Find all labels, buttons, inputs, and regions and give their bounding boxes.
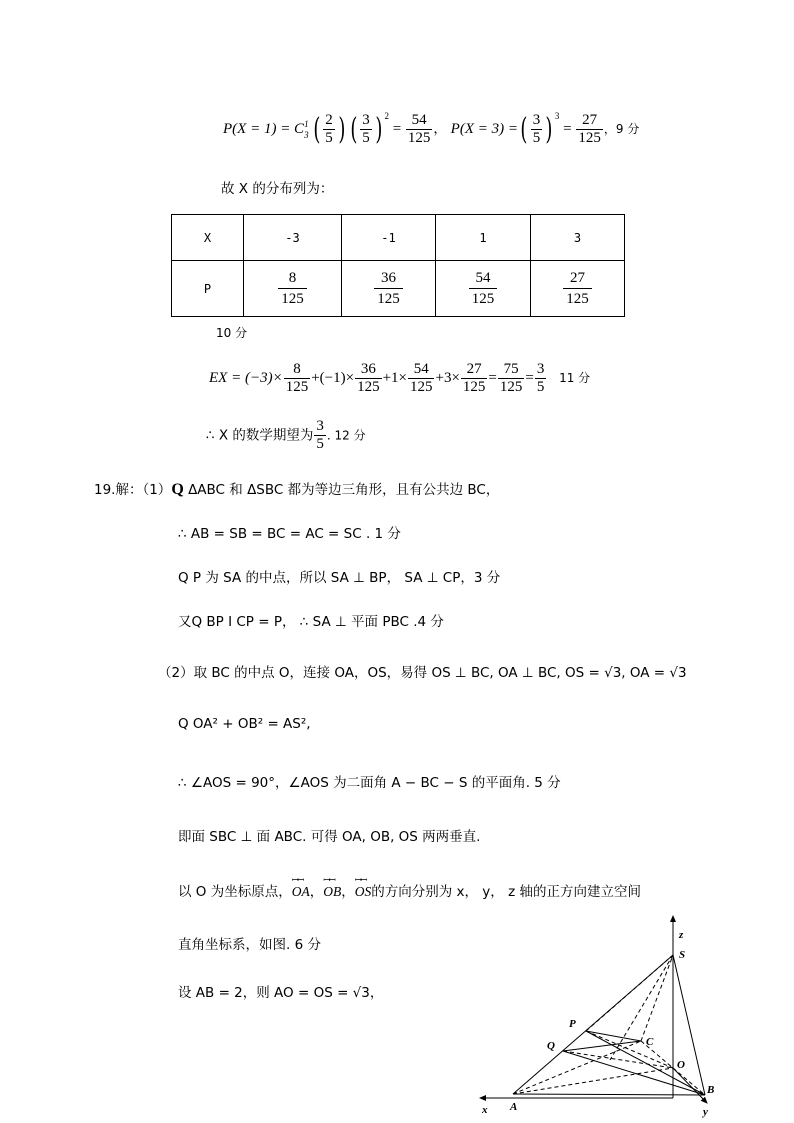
label-p: P <box>569 1018 576 1030</box>
score-9: ，9 分 <box>603 122 640 136</box>
table-row <box>172 215 625 261</box>
q19-line1: 19.解：（1）Q ΔABC 和 ΔSBC 都为等边三角形，且有公共边 BC， <box>94 481 500 498</box>
edge-cs <box>641 955 673 1041</box>
vector-ob: ꟷꟷ OB <box>323 884 341 900</box>
q19-line9: 直角坐标系，如图. 6 分 <box>178 937 321 953</box>
distribution-intro: 故 X 的分布列为： <box>221 181 334 197</box>
table-cell: X <box>172 215 244 261</box>
edge-qc <box>563 1041 641 1051</box>
hidden-edges <box>513 955 705 1095</box>
y-axis <box>673 1068 707 1103</box>
q19-line5: Q OA² + OB² = AS², <box>178 716 311 732</box>
score-10: 10 分 <box>216 326 248 340</box>
edge-sb <box>673 955 705 1095</box>
tetrahedron-coordinate-figure <box>470 910 750 1120</box>
prob-fraction: $\frac{27}{125}$ <box>563 268 592 309</box>
prob-fraction: $\frac{54}{125}$ <box>469 268 498 309</box>
frac-3-5: $\frac{3}{5}$ <box>362 112 370 147</box>
label-y: y <box>703 1106 708 1118</box>
probability-formula-line: P(X = 1) = C 1 3 ( $\frac{2}{5}$ ) ( $\frac{3}{5}$ ) $^2$ = $\frac{54}{125}$ ， P(X = 3) =( $\frac{3}{5}$ ) $^3$ = $\frac{27}{125}$ ，9 分 <box>223 111 640 147</box>
edge-qb <box>563 1051 705 1095</box>
prob-fraction: $\frac{36}{125}$ <box>374 268 403 309</box>
edge-qo <box>563 1051 673 1068</box>
table-cell <box>436 261 531 317</box>
table-cell: 3 <box>531 215 625 261</box>
table-cell: -1 <box>342 215 436 261</box>
table-row <box>172 261 625 317</box>
table-cell <box>342 261 436 317</box>
table-cell: -3 <box>244 215 342 261</box>
comb-sub: 3 <box>304 129 309 140</box>
table-cell: P <box>172 261 244 317</box>
label-s: S <box>679 949 686 961</box>
p-x3-lhs: P(X = 3) = <box>450 121 518 137</box>
exp-2: 2 <box>384 111 389 121</box>
exp-3: 3 <box>554 111 560 121</box>
frac-3-5-b: $\frac{3}{5}$ <box>532 112 541 147</box>
table-cell <box>244 261 342 317</box>
vector-oa: ꟷꟷ OA <box>292 884 310 900</box>
q19-part2: （2）取 BC 的中点 O，连接 OA，OS，易得 OS ⊥ BC, OA ⊥ BC, OS = √3, OA = √3 <box>158 665 687 681</box>
score-11: 11 分 <box>559 370 591 385</box>
label-c: C <box>646 1036 654 1048</box>
label-q: Q <box>547 1040 555 1052</box>
p-x1-lhs: P(X = 1) = C <box>223 121 305 137</box>
edge-ps <box>586 955 673 1031</box>
score-12: . 12 分 <box>326 428 366 443</box>
frac-2-5: $\frac{2}{5}$ <box>325 112 333 147</box>
comb-sup: 1 <box>304 118 309 129</box>
frac-27-125: $\frac{27}{125}$ <box>578 112 601 147</box>
q19-line6: ∴ ∠AOS = 90°，∠AOS 为二面角 A − BC − S 的平面角. 5 分 <box>178 775 561 791</box>
q19-line8: 以 O 为坐标原点，ꟷꟷ OA，ꟷꟷ OB，ꟷꟷ OS的方向分别为 x， y， z 轴的正方向建立空间 <box>178 880 641 900</box>
expectation-formula: EX = (−3)× $\frac{8}{125}$ +(−1)× $\frac{36}{125}$ +1× $\frac{54}{125}$ +3× $\frac{27}{125}$ = $\frac{75}{125}$ = $\frac{3}{5}$ 11 分 <box>209 361 591 395</box>
q19-line2: ∴ AB = SB = BC = AC = SC . 1 分 <box>178 526 401 542</box>
edge-ao <box>513 1068 673 1094</box>
q19-line10: 设 AB = 2，则 AO = OS = √3， <box>178 985 384 1001</box>
q19-line4: 又Q BP I CP = P， ∴ SA ⊥ 平面 PBC .4 分 <box>178 614 444 630</box>
label-z: z <box>679 929 684 941</box>
q19-line7: 即面 SBC ⊥ 面 ABC. 可得 OA, OB, OS 两两垂直. <box>178 829 481 845</box>
label-b: B <box>707 1084 715 1096</box>
q19-line3: Q P 为 SA 的中点，所以 SA ⊥ BP， SA ⊥ CP，3 分 <box>178 570 501 586</box>
distribution-table <box>171 214 625 317</box>
vector-os: ꟷꟷ OS <box>355 884 372 900</box>
table-cell: 1 <box>436 215 531 261</box>
label-x: x <box>482 1104 488 1116</box>
edge-ab <box>513 1094 705 1095</box>
expectation-conclusion: ∴ X 的数学期望为 $\frac{3}{5}$ . 12 分 <box>206 418 366 452</box>
label-o: O <box>677 1059 685 1071</box>
table-cell <box>531 261 625 317</box>
prob-fraction: $\frac{8}{125}$ <box>278 268 307 309</box>
frac-54-125: $\frac{54}{125}$ <box>407 112 431 147</box>
label-a: A <box>510 1101 518 1113</box>
